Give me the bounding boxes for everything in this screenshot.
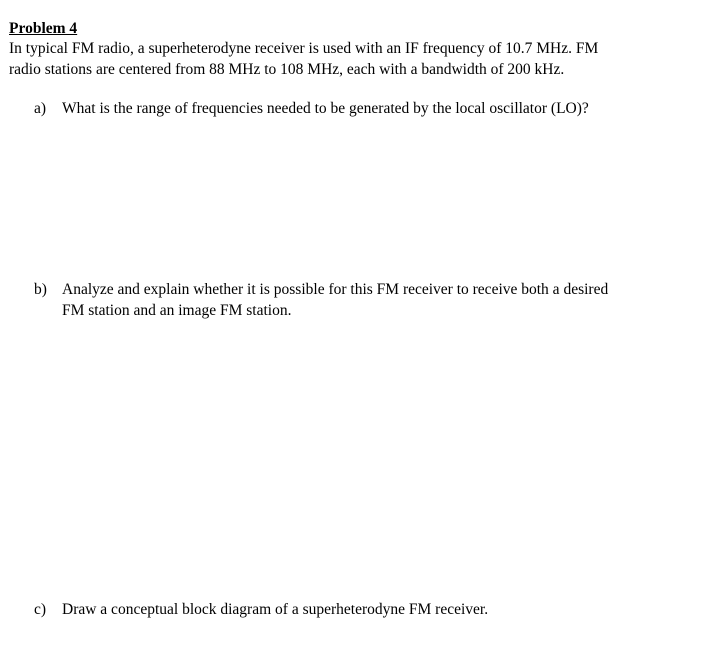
- question-text-line: FM station and an image FM station.: [62, 302, 292, 319]
- question-marker: c): [34, 601, 47, 618]
- question-text-line: Analyze and explain whether it is possible for this FM receiver to receive both a desired: [62, 281, 609, 298]
- question-text-line: What is the range of frequencies needed to be generated by the local oscillator (LO)?: [62, 100, 589, 117]
- question-marker: b): [34, 281, 47, 298]
- question-text: [62, 98, 702, 119]
- problem-statement-line: radio stations are centered from 88 MHz to 108 MHz, each with a bandwidth of 200 kHz.: [9, 61, 565, 78]
- problem-title: Problem 4: [9, 20, 78, 37]
- question-marker: a): [34, 100, 47, 117]
- problem-statement: [9, 38, 699, 80]
- question-text-line: Draw a conceptual block diagram of a superheterodyne FM receiver.: [62, 601, 489, 618]
- question-text: [62, 279, 702, 321]
- problem-statement-line: In typical FM radio, a superheterodyne receiver is used with an IF frequency of 10.7 MHz. FM: [9, 40, 599, 57]
- question-text: [62, 599, 702, 620]
